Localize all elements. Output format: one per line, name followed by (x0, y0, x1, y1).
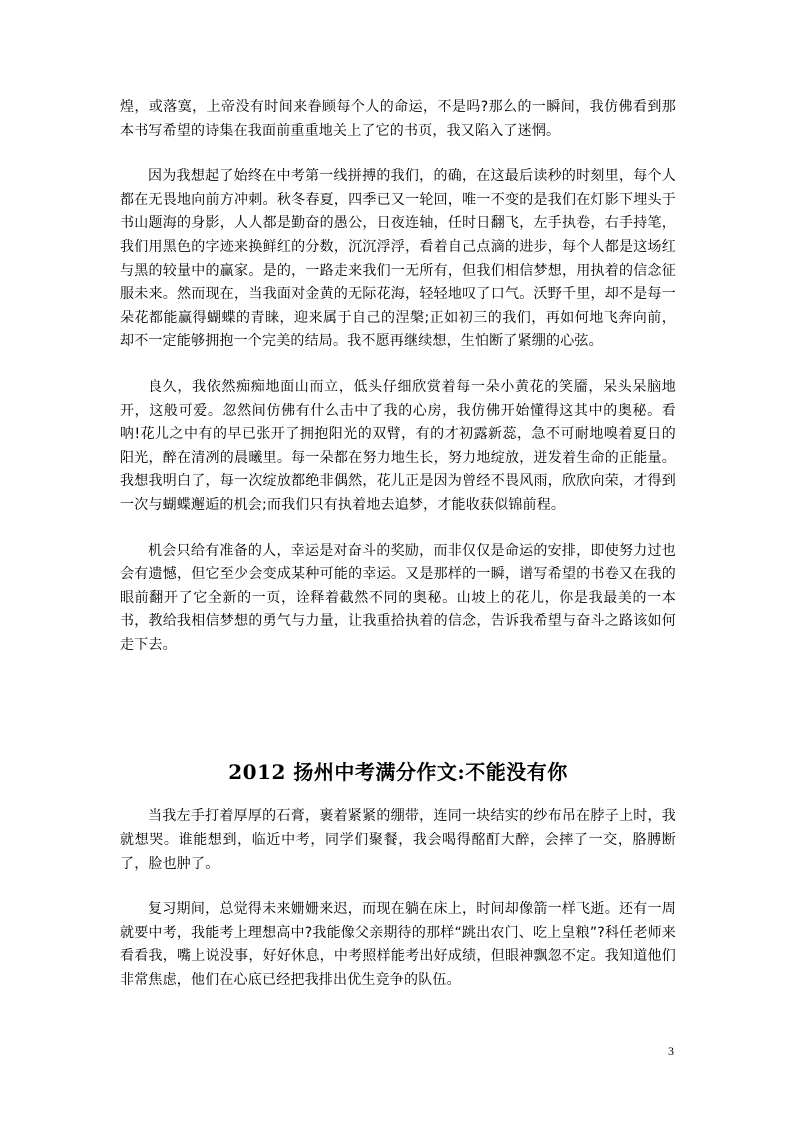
section-spacer (120, 679, 676, 757)
paragraph: 机会只给有准备的人，幸运是对奋斗的奖励，而非仅仅是命运的安排，即使努力过也会有遗憾，但它至少会变成某种可能的幸运。又是那样的一瞬，谱写希望的书卷又在我的眼前翻开了它全新的一页，诠释着截然不同的奥秘。山坡上的花儿，你是我最美的一本书，教给我相信梦想的勇气与力量，让我重拾执着的信念，告诉我希望与奋斗之路该如何走下去。 (120, 542, 676, 653)
paragraph: 因为我想起了始终在中考第一线拼搏的我们，的确，在这最后读秒的时刻里，每个人都在无畏地向前方冲刺。秋冬春夏，四季已又一轮回，唯一不变的是我们在灯影下埋头于书山题海的身影，人人都是勤奋的愚公，日夜连轴，任时日翻飞，左手执卷，右手持笔，我们用黑色的字迹来换鲜红的分数，沉沉浮浮，看着自己点滴的进步，每个人都是这场红与黑的较量中的赢家。是的，一路走来我们一无所有，但我们相信梦想，用执着的信念征服未来。然而现在，当我面对金黄的无际花海，轻轻地叹了口气。沃野千里，却不是每一朵花都能赢得蝴蝶的青睐，迎来属于自己的涅槃;正如初三的我们，再如何地飞奔向前，却不一定能够拥抱一个完美的结局。我不愿再继续想，生怕断了紧绷的心弦。 (120, 168, 676, 350)
paragraph: 复习期间，总觉得未来姗姗来迟，而现在躺在床上，时间却像箭一样飞逝。还有一周就要中考，我能考上理想高中?我能像父亲期待的那样“跳出农门、吃上皇粮”?科任老师来看看我，嘴上说没事，好好休息，中考照样能考出好成绩，但眼神飘忽不定。我知道他们非常焦虑，他们在心底已经把我排出优生竞争的队伍。 (120, 901, 676, 989)
paragraph-continued: 煌，或落寞，上帝没有时间来眷顾每个人的命运，不是吗?那么的一瞬间，我仿佛看到那本书写希望的诗集在我面前重重地关上了它的书页，我又陷入了迷惘。 (120, 99, 676, 139)
page-number: 3 (668, 1044, 674, 1058)
paragraph: 良久，我依然痴痴地面山而立，低头仔细欣赏着每一朵小黄花的笑靥，呆头呆脑地开，这般可爱。忽然间仿佛有什么击中了我的心房，我仿佛开始懂得这其中的奥秘。看呐!花儿之中有的早已张开了拥抱阳光的双臂，有的才初露新蕊，急不可耐地嗅着夏日的阳光，醉在清冽的晨曦里。每一朵都在努力地生长，努力地绽放，迸发着生命的正能量。我想我明白了，每一次绽放都绝非偶然，花儿正是因为曾经不畏风雨，欣欣向荣，才得到一次与蝴蝶邂逅的机会;而我们只有执着地去追梦，才能收获似锦前程。 (120, 378, 676, 513)
paragraph: 当我左手打着厚厚的石膏，裹着紧紧的绷带，连同一块结实的纱布吊在脖子上时，我就想哭。谁能想到，临近中考，同学们聚餐，我会喝得酩酊大醉，会摔了一交，胳膊断了，脸也肿了。 (120, 808, 676, 872)
essay-title: 2012 扬州中考满分作文:不能没有你 (228, 760, 568, 785)
document-page (120, 96, 676, 1015)
